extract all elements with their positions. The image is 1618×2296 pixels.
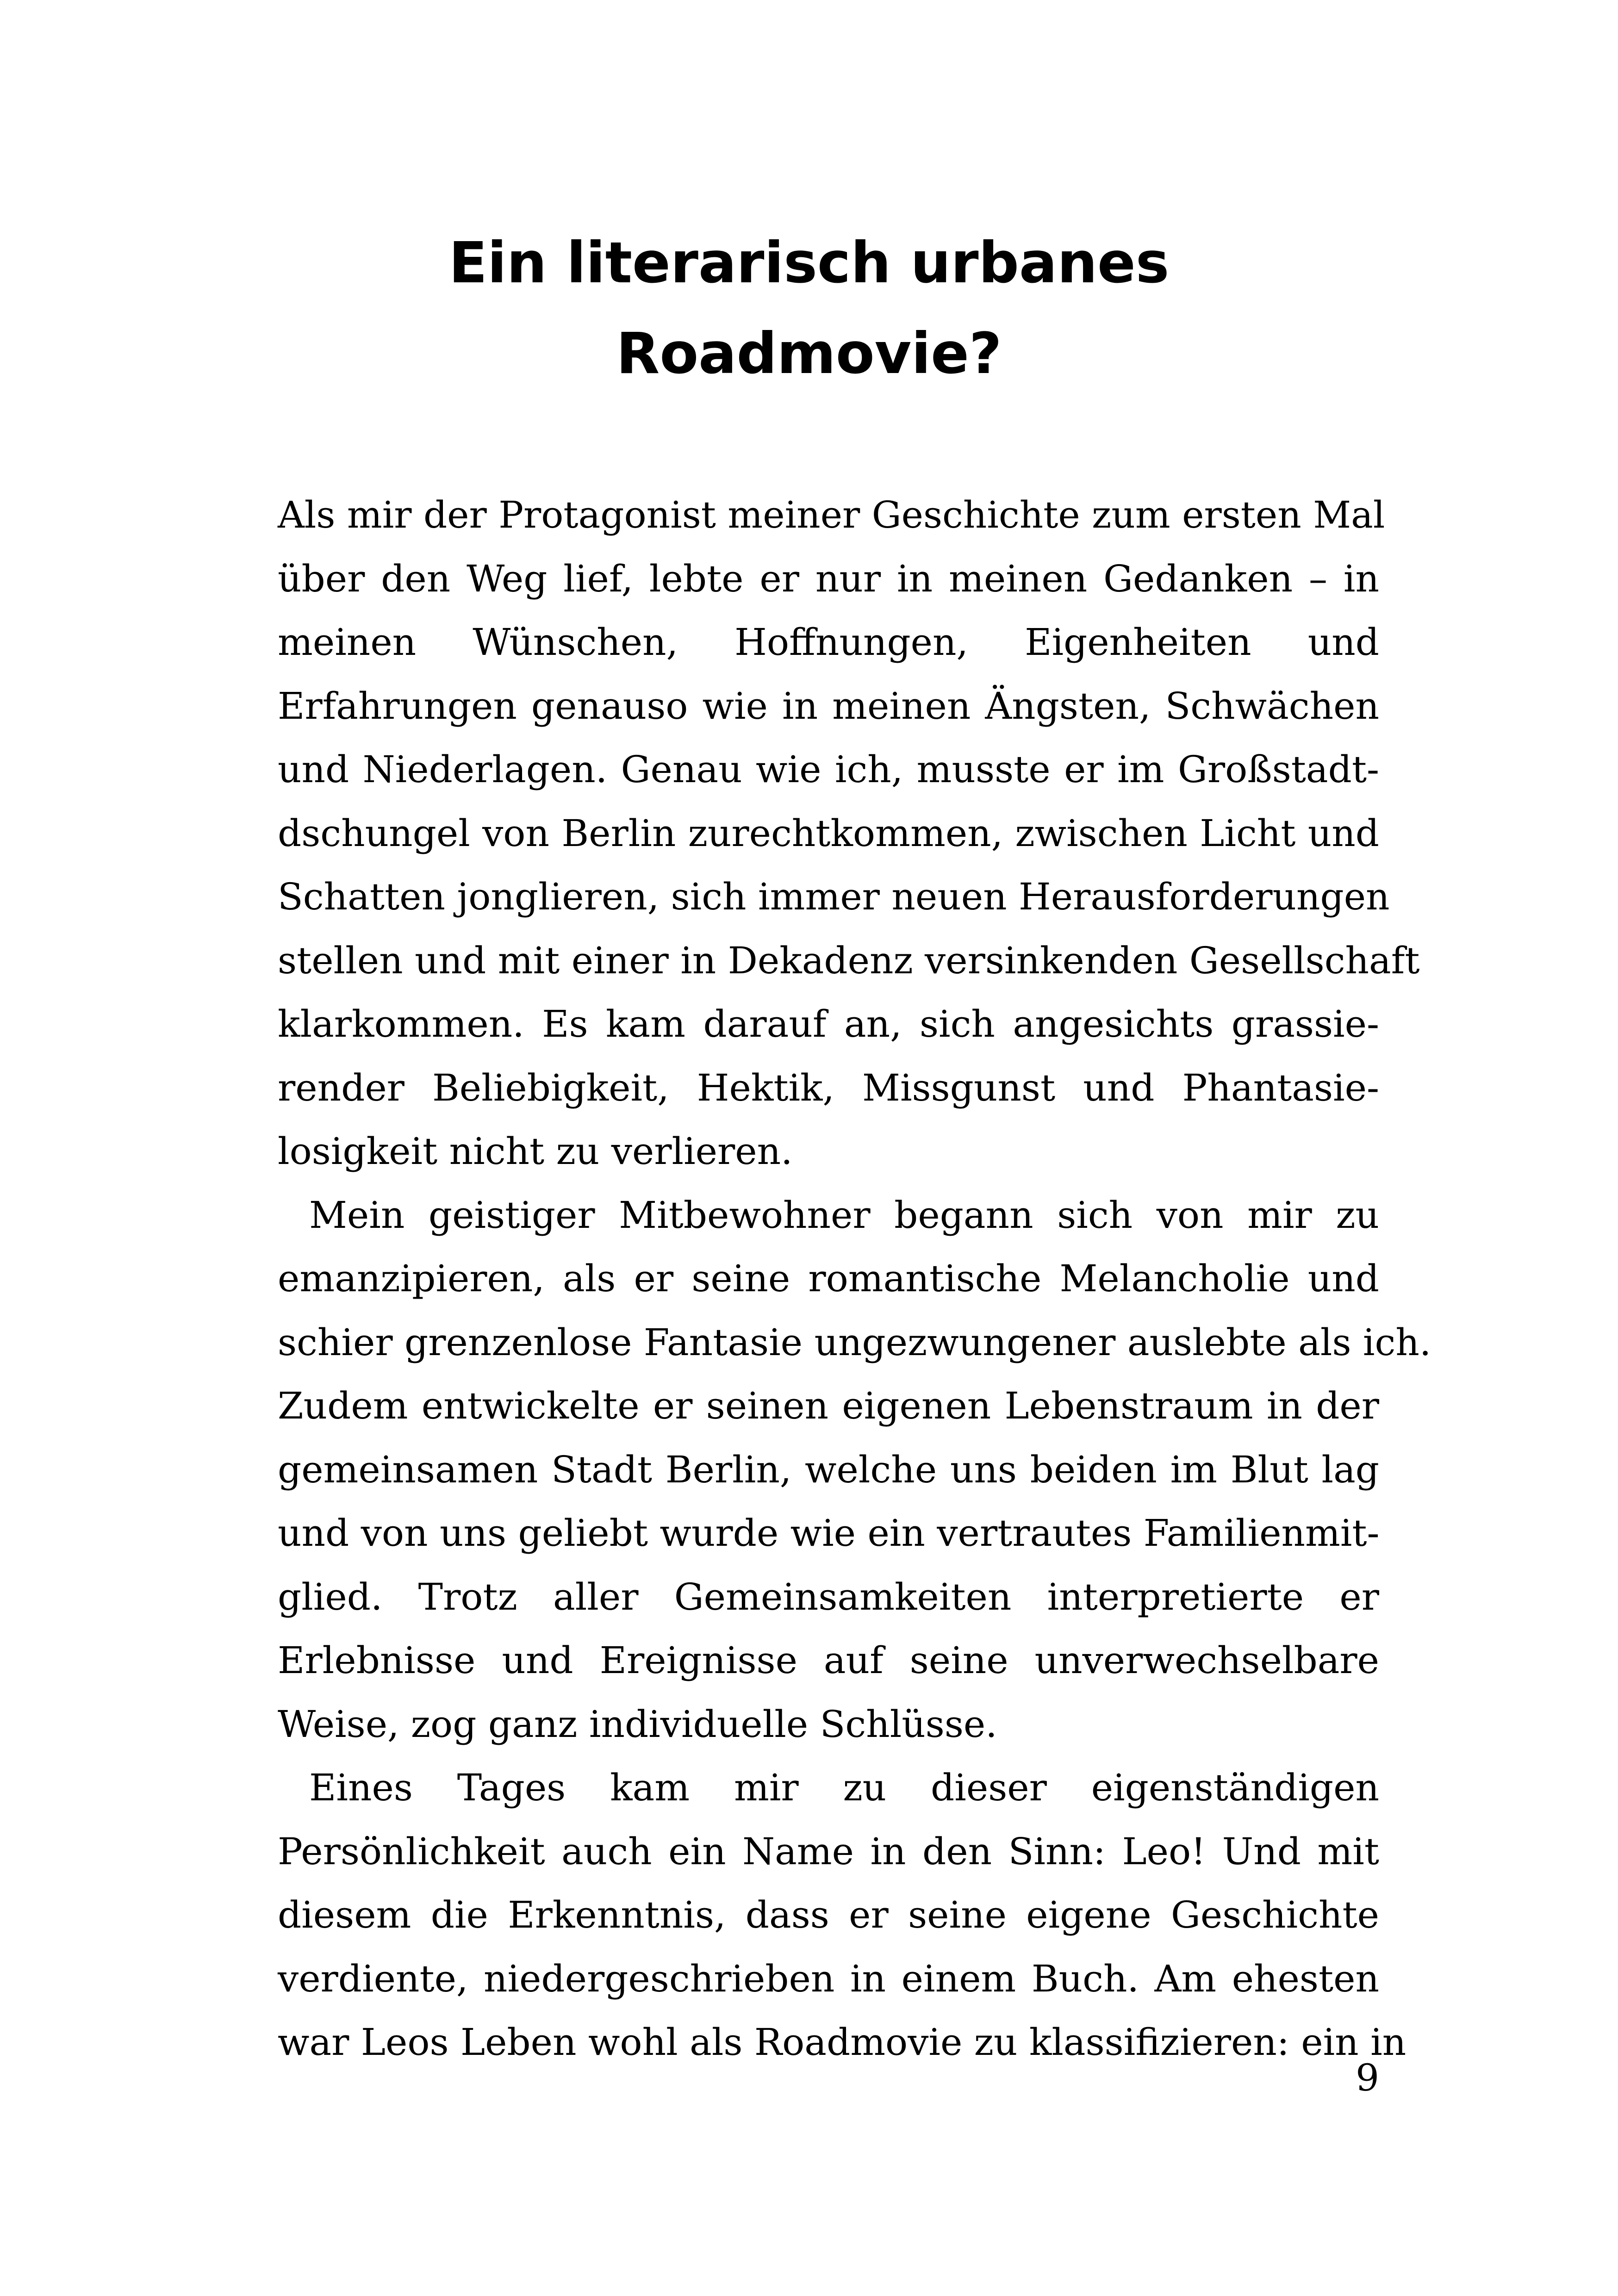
text-line: Als mir der Protagonist meiner Geschichte zum ersten Mal [278,493,1385,536]
text-line: schier grenzenlose Fantasie ungezwungener auslebte als ich. [278,1320,1431,1364]
text-line: meinen Wünschen, Hoffnungen, Eigenheiten und [278,621,1379,664]
text-line: emanzipieren, als er seine romantische Melancholie und [278,1257,1379,1300]
page-number: 9 [1356,2056,1379,2099]
text-line: Erlebnisse und Ereignisse auf seine unverwechselbare [278,1639,1379,1682]
text-line: war Leos Leben wohl als Roadmovie zu klassifizieren: ein in [278,2021,1406,2064]
text-line: dschungel von Berlin zurechtkommen, zwischen Licht und [278,811,1379,855]
body-text [278,483,1431,2074]
text-line: Erfahrungen genauso wie in meinen Ängsten, Schwächen [278,684,1379,728]
text-line: über den Weg lief, lebte er nur in meinen Gedanken – in [278,557,1379,600]
text-line: Eines Tages kam mir zu dieser eigenständigen [309,1766,1379,1809]
text-line: glied. Trotz aller Gemeinsamkeiten interpretierte er [278,1575,1379,1618]
text-line: und von uns geliebt wurde wie ein vertrautes Familienmit- [278,1512,1380,1555]
text-line: klarkommen. Es kam darauf an, sich angesichts grassie- [278,1002,1379,1045]
text-line: Persönlichkeit auch ein Name in den Sinn: Leo! Und mit [278,1829,1379,1873]
chapter-title [0,218,1618,399]
text-line: gemeinsamen Stadt Berlin, welche uns beiden im Blut lag [278,1448,1379,1491]
text-line: Weise, zog ganz individuelle Schlüsse. [278,1702,997,1746]
chapter-title-line-1: Ein literarisch urbanes [448,230,1170,296]
text-line: stellen und mit einer in Dekadenz versinkenden Gesellschaft [278,939,1420,982]
chapter-title-line-2: Roadmovie? [616,321,1002,386]
text-line: Schatten jonglieren, sich immer neuen Herausforderungen [278,875,1390,918]
text-line: Mein geistiger Mitbewohner begann sich von mir zu [309,1193,1379,1237]
text-line: diesem die Erkenntnis, dass er seine eigene Geschichte [278,1893,1379,1936]
text-line: render Beliebigkeit, Hektik, Missgunst und Phantasie- [278,1066,1379,1109]
text-line: losigkeit nicht zu verlieren. [278,1130,793,1173]
text-line: verdiente, niedergeschrieben in einem Buch. Am ehesten [278,1957,1379,2000]
text-line: und Niederlagen. Genau wie ich, musste er im Großstadt- [278,748,1379,791]
text-line: Zudem entwickelte er seinen eigenen Lebenstraum in der [278,1384,1379,1427]
